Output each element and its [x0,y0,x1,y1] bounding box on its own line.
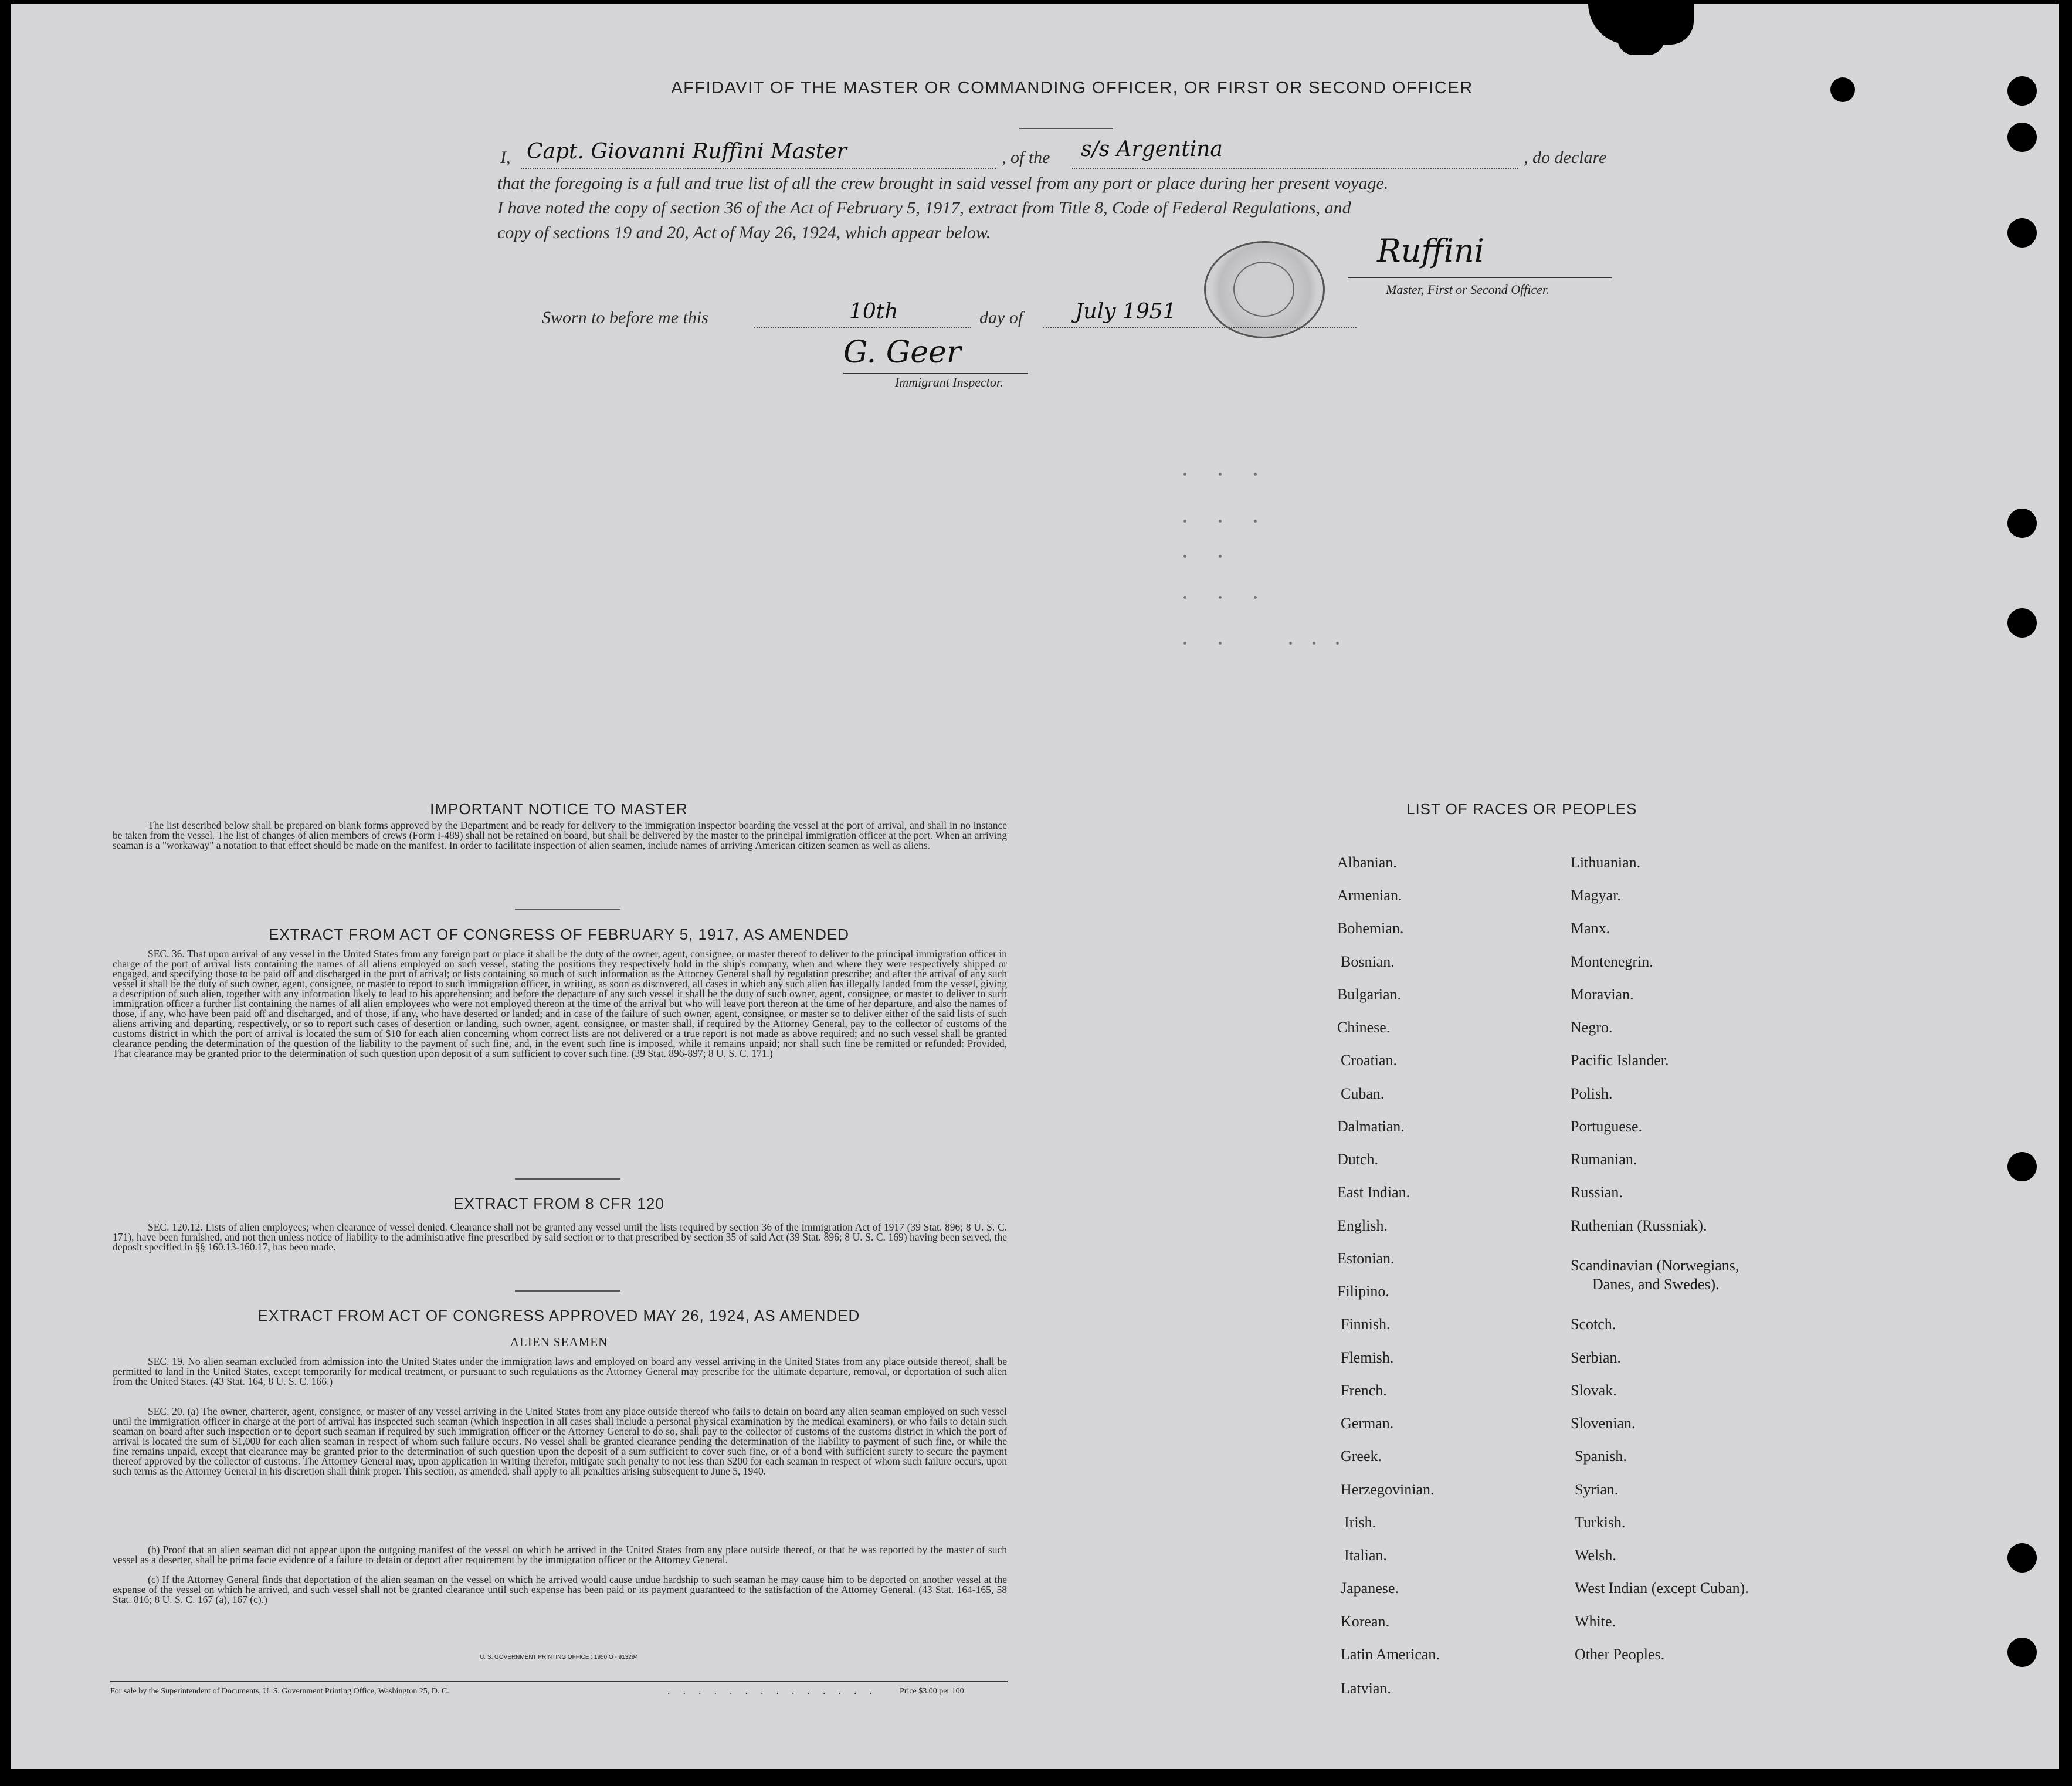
race-item: Ruthenian (Russniak). [1571,1217,1707,1234]
race-item: Cuban. [1341,1085,1385,1102]
master-name-line [521,168,996,169]
punch-hole [2007,76,2037,106]
paper-artifact [1254,520,1257,523]
race-item: Filipino. [1337,1283,1389,1300]
race-item: Serbian. [1571,1349,1621,1366]
race-item: Negro. [1571,1019,1613,1036]
race-item: Latvian. [1341,1680,1391,1697]
race-item: English. [1337,1217,1388,1234]
paper-artifact [1336,642,1339,645]
race-item: Slovenian. [1571,1415,1636,1432]
day-handwritten: 10th [849,300,898,324]
race-item: Bosnian. [1341,953,1395,970]
race-item: Scandinavian (Norwegians, [1571,1257,1739,1274]
race-item: Dalmatian. [1337,1118,1405,1135]
race-item: White. [1575,1613,1616,1630]
race-item: Pacific Islander. [1571,1052,1669,1069]
race-item: Japanese. [1341,1580,1399,1597]
paper-artifact [1254,596,1257,599]
extract-1924-sec19: SEC. 19. No alien seaman excluded from admission into the United States under the immigration laws and employed on board any vessel arriving in the United States from any place outside thereof, shall be permitted to land in the United States, except temporarily for medical treatment, or pursuant to such regulations as the Attorney General may prescribe for the ultimate departure, removal, or deportation of such alien from the United States. (43 Stat. 164, 8 U. S. C. 166.) [113,1355,1007,1387]
race-item: Finnish. [1341,1316,1391,1333]
of-the-label: , of the [1002,148,1050,167]
race-item: Danes, and Swedes). [1592,1276,1720,1293]
punch-hole [2007,1152,2037,1181]
master-name-handwritten: Capt. Giovanni Ruffini Master [527,140,847,164]
punch-hole [2007,608,2037,638]
month-line [1043,327,1357,328]
notice-title: IMPORTANT NOTICE TO MASTER [430,800,688,818]
race-item: Albanian. [1337,854,1397,871]
footer-dots: .............. [667,1685,885,1696]
master-signature: Ruffini [1377,232,1485,269]
torn-corner-fragment [1617,39,1664,55]
paper-artifact [1254,473,1257,476]
race-item: German. [1341,1415,1394,1432]
declaration-line-3: copy of sections 19 and 20, Act of May 26, 1924, which appear below. [497,223,991,242]
inspector-signature: G. Geer [843,335,961,370]
do-declare-label: , do declare [1524,148,1607,167]
footer-right: Price $3.00 per 100 [900,1687,964,1696]
race-item: Scotch. [1571,1316,1616,1333]
paper-artifact [1183,642,1186,645]
paper-artifact [1313,642,1315,645]
race-item: Russian. [1571,1184,1623,1201]
race-item: Moravian. [1571,986,1634,1003]
race-item: Chinese. [1337,1019,1391,1036]
race-item: Other Peoples. [1575,1646,1665,1663]
race-item: Manx. [1571,920,1610,937]
punch-hole [2007,1543,2037,1573]
paper-artifact [1219,596,1222,599]
extract-cfr-title: EXTRACT FROM 8 CFR 120 [453,1195,664,1212]
footer-rule [110,1681,1008,1682]
document-page [11,4,2059,1769]
extract-1924-sec20a: SEC. 20. (a) The owner, charterer, agent, consignee, or master of any vessel arriving in the United States from any place outside thereof who fails to detain on board any alien seaman employed on such vessel until the immigration officer in charge at the port of arrival has inspected such seaman (which inspection in all cases shall include a personal physical examination by the medical examiners), or who fails to detain such seaman on board after such inspection or to deport such seaman if required by such immigration officer or the Attorney General to do so, shall pay to the collector of customs of the customs district in which the port of arrival is located the sum of $1,000 for each alien seaman in respect of whom such failure occurs. No vessel shall be granted clearance pending the determination of the liability to payment of such fine, or while the fine remains unpaid, except that clearance may be granted prior to the determination of such question upon the deposit of a sum sufficient to cover such fine, or of a bond with sufficient surety to secure the payment thereof approved by the collector of customs. The Attorney General may, upon application in writing therefor, mitigate such penalty to not less than $200 for each seaman in respect of whom such failure occurs, upon such terms as the Attorney General in his discretion shall think proper. This section, as amended, shall apply to all penalties arising subsequent to June 5, 1940. [113,1405,1007,1477]
punch-hole [2007,218,2037,248]
race-item: Magyar. [1571,887,1621,904]
title-rule [1019,128,1113,129]
section-divider [515,1178,620,1180]
race-item: Flemish. [1341,1349,1394,1366]
race-item: Italian. [1344,1547,1387,1564]
footer-left: For sale by the Superintendent of Documents, U. S. Government Printing Office, Washington 25, D. C. [110,1687,449,1696]
race-item: French. [1341,1382,1387,1399]
punch-hole [2007,123,2037,152]
race-item: Spanish. [1575,1448,1627,1465]
sworn-label: Sworn to before me this [542,308,708,327]
race-item: Portuguese. [1571,1118,1643,1135]
punch-hole [2007,509,2037,538]
race-item: Montenegrin. [1571,953,1653,970]
race-item: Slovak. [1571,1382,1617,1399]
declaration-i: I, [500,148,511,167]
race-item: Bulgarian. [1337,986,1402,1003]
race-item: Bohemian. [1337,920,1404,937]
paper-artifact [1219,473,1222,476]
extract-cfr-body: SEC. 120.12. Lists of alien employees; when clearance of vessel denied. Clearance shall not be granted any vessel until the lists required by section 36 of the Immigration Act of 1917 (39 Stat. 896; 8 U. S. C. 171), have been furnished, and not then unless notice of liability to the administrative fine prescribed by said section or to that prescribed by section 35 of said Act (39 Stat. 896; 8 U. S. C. 169) having been served, the deposit specified in §§ 160.13-160.17, has been made. [113,1221,1007,1253]
race-item: Dutch. [1337,1151,1379,1168]
race-item: Korean. [1341,1613,1390,1630]
race-item: Rumanian. [1571,1151,1637,1168]
declaration-line-2: I have noted the copy of section 36 of the Act of February 5, 1917, extract from Title 8, Code of Federal Regulations, and [497,198,1351,218]
extract-1924-title: EXTRACT FROM ACT OF CONGRESS APPROVED MAY 26, 1924, AS AMENDED [257,1307,860,1324]
master-caption: Master, First or Second Officer. [1386,282,1549,297]
seal-inner-ring [1233,262,1294,317]
extract-1924-sec20b: (b) Proof that an alien seaman did not appear upon the outgoing manifest of the vessel on which he arrived in the United States from any place outside thereof, or that he was reported by the master of such vessel as a deserter, shall be prima facie evidence of a failure to detain or deport after requirement by the immigration officer or the Attorney General. [113,1544,1007,1565]
race-item: Irish. [1344,1514,1376,1531]
race-item: Latin American. [1341,1646,1440,1663]
vessel-name-line [1072,168,1518,169]
section-divider [515,1290,620,1292]
race-item: Lithuanian. [1571,854,1641,871]
month-year-handwritten: July 1951 [1075,300,1176,324]
section-divider [515,909,620,910]
race-item: Greek. [1341,1448,1382,1465]
extract-1924-subtitle: ALIEN SEAMEN [510,1335,608,1349]
race-item: Syrian. [1575,1481,1619,1498]
paper-artifact [1183,555,1186,558]
race-item: Croatian. [1341,1052,1398,1069]
day-line [754,327,971,328]
paper-artifact [1219,520,1222,523]
races-title: LIST OF RACES OR PEOPLES [1406,800,1637,818]
race-item: Welsh. [1575,1547,1616,1564]
inspector-caption: Immigrant Inspector. [895,375,1003,389]
race-item: West Indian (except Cuban). [1575,1580,1749,1597]
race-item: Armenian. [1337,887,1402,904]
extract-1924-sec20c: (c) If the Attorney General finds that deportation of the alien seaman on the vessel on which he arrived would cause undue hardship to such seaman he may cause him to be deported on another vessel at the expense of the vessel on which he arrived, and such vessel shall not be granted clearance until such expense has been paid or its payment guaranteed to the satisfaction of the Attorney General. (43 Stat. 164-165, 58 Stat. 816; 8 U. S. C. 167 (a), 167 (c).) [113,1574,1007,1605]
paper-artifact [1183,473,1186,476]
inspector-signature-line [843,373,1028,374]
affidavit-title: AFFIDAVIT OF THE MASTER OR COMMANDING OFFICER, OR FIRST OR SECOND OFFICER [671,79,1473,97]
race-item: Herzegovinian. [1341,1481,1435,1498]
master-signature-line [1348,277,1612,278]
race-item: Estonian. [1337,1250,1395,1267]
punch-hole [1830,77,1855,102]
extract-1917-title: EXTRACT FROM ACT OF CONGRESS OF FEBRUARY 5, 1917, AS AMENDED [269,926,849,943]
punch-hole [2007,1638,2037,1667]
paper-artifact [1183,596,1186,599]
paper-artifact [1289,642,1292,645]
paper-artifact [1219,555,1222,558]
notice-body: The list described below shall be prepared on blank forms approved by the Department and be ready for delivery to the immigration inspector boarding the vessel at the port of arrival, and shall in no instance be taken from the vessel. The list of changes of alien members of crews (Form I-489) shall not be retained on board, but shall be delivered by the master to the principal immigration officer at the port. When an arriving seaman is a "workaway" a notation to that effect should be made on the manifest. In order to facilitate inspection of alien seamen, include names of arriving American citizen seamen as well as aliens. [113,819,1007,851]
race-item: Turkish. [1575,1514,1626,1531]
day-of-label: day of [979,308,1023,327]
declaration-line-1: that the foregoing is a full and true list of all the crew brought in said vessel from any port or place during her present voyage. [497,174,1389,193]
paper-artifact [1183,520,1186,523]
printing-office-note: U. S. GOVERNMENT PRINTING OFFICE : 1950 O - 913294 [480,1654,638,1660]
paper-artifact [1219,642,1222,645]
extract-1917-body: SEC. 36. That upon arrival of any vessel in the United States from any foreign port or place it shall be the duty of the owner, agent, consignee, or master thereof to deliver to the principal immigration officer in charge of the port of arrival lists containing the names of all aliens employed on such vessel, stating the positions they respectively hold in the ship's company, when and where they were respectively shipped or engaged, and specifying those to be paid off and discharged in the port of arrival; or lists containing so much of such information as the Attorney General shall by regulation prescribe; and after the arrival of any such vessel it shall be the duty of such owner, agent, consignee, or master to report to such immigration officer, in writing, as soon as discovered, all cases in which any such alien has illegally landed from the vessel, giving a description of such alien, together with any information likely to lead to his apprehension; and before the departure of any such vessel it shall be the duty of such owner, agent, consignee, or master to deliver to such immigration officer a further list containing the names of all alien employees who were not employed thereon at the time of the arrival but who will leave port thereon at the time of her departure, and also the names of those, if any, who have been paid off and discharged, and of those, if any, who have deserted or landed; and in case of the failure of such owner, agent, consignee, or master so to deliver either of the said lists of such aliens arriving and departing, respectively, or so to report such cases of desertion or landing, such owner, agent, consignee, or master shall, if required by the Attorney General, pay to the collector of customs of the customs district in which the port of arrival is located the sum of $10 for each alien concerning whom correct lists are not delivered or a true report is not made as above required; and no such vessel shall be granted clearance pending the determination of the question of the liability to the payment of such fine, and, in the event such fine is imposed, while it remains unpaid; nor shall such fine be remitted or refunded: Provided, That clearance may be granted prior to the determination of such question upon deposit of a sum sufficient to cover such fine. (39 Stat. 896-897; 8 U. S. C. 171.) [113,948,1007,1059]
race-item: East Indian. [1337,1184,1410,1201]
vessel-name-handwritten: s/s Argentina [1081,137,1223,161]
race-item: Polish. [1571,1085,1613,1102]
